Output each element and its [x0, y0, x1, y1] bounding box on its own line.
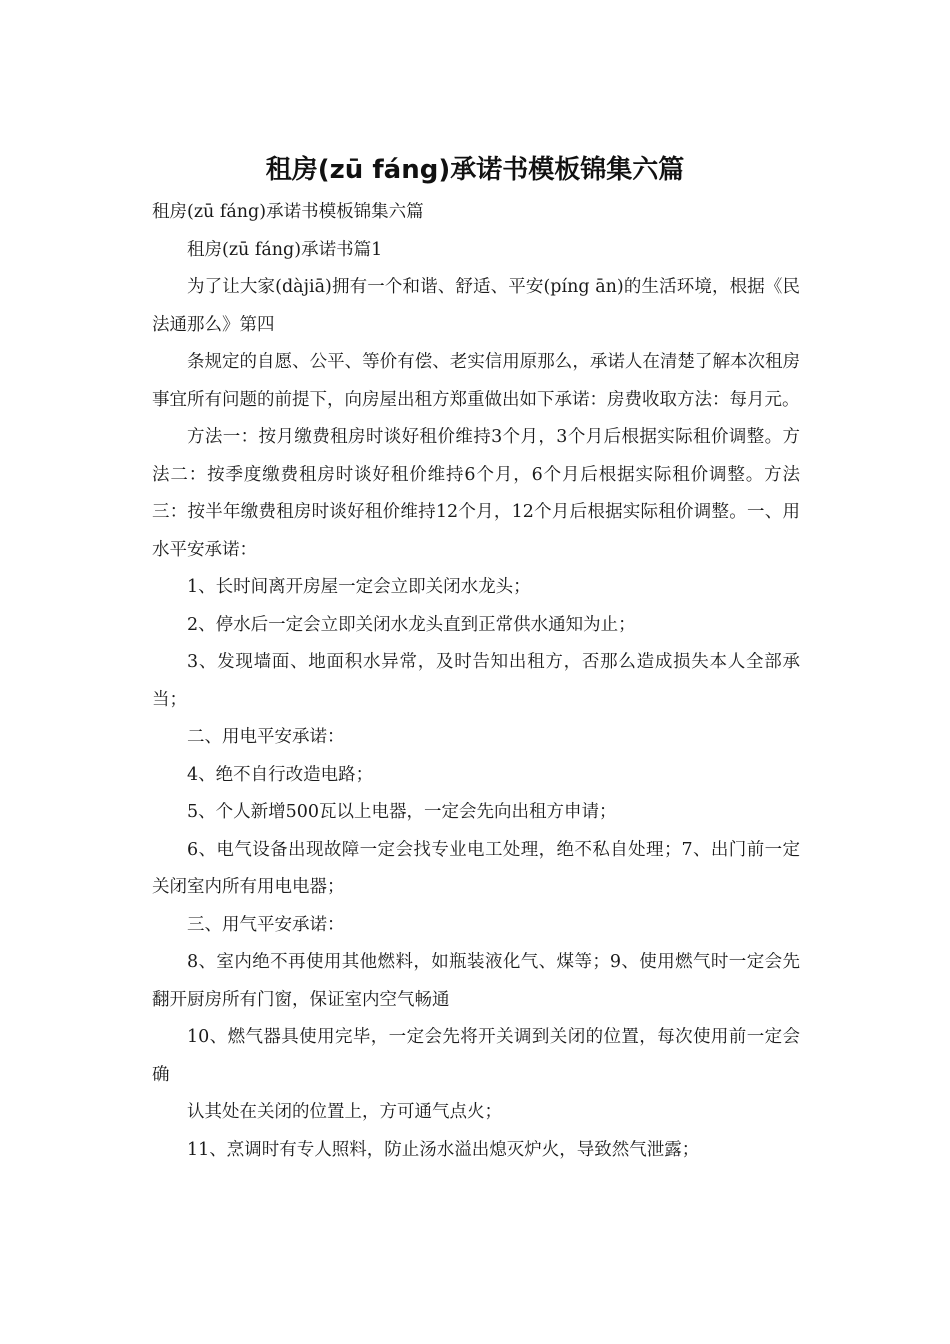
paragraph: 方法一：按月缴费租房时谈好租价维持3个月，3个月后根据实际租价调整。方法二：按季度缴费租房时谈好租价维持6个月，6个月后根据实际租价调整。方法三：按半年缴费租房时谈好租价维持12个月，12个月后根据实际租价调整。一、用水平安承诺： — [152, 427, 800, 560]
document-body — [152, 194, 800, 1169]
paragraph: 6、电气设备出现故障一定会找专业电工处理，绝不私自处理；7、出门前一定关闭室内所有用电电器； — [152, 839, 800, 897]
paragraph: 8、室内绝不再使用其他燃料，如瓶装液化气、煤等；9、使用燃气时一定会先翻开厨房所有门窗，保证室内空气畅通 — [152, 952, 800, 1010]
paragraph: 条规定的自愿、公平、等价有偿、老实信用原那么，承诺人在清楚了解本次租房事宜所有问题的前提下，向房屋出租方郑重做出如下承诺：房费收取方法：每月元。 — [152, 352, 800, 410]
paragraph: 5、个人新增500瓦以上电器，一定会先向出租方申请； — [187, 802, 617, 822]
paragraph: 二、用电平安承诺： — [187, 727, 345, 747]
paragraph: 租房(zū fáng)承诺书模板锦集六篇 — [152, 202, 424, 222]
paragraph: 认其处在关闭的位置上，方可通气点火； — [187, 1102, 502, 1122]
paragraph: 三、用气平安承诺： — [187, 914, 345, 935]
paragraph: 2、停水后一定会立即关闭水龙头直到正常供水通知为止； — [187, 614, 636, 635]
paragraph: 4、绝不自行改造电路； — [187, 764, 374, 785]
paragraph: 11、烹调时有专人照料，防止汤水溢出熄灭炉火，导致然气泄露； — [187, 1139, 700, 1160]
paragraph: 为了让大家(dàjiā)拥有一个和谐、舒适、平安(píng ān)的生活环境，根据《民法通那么》第四 — [152, 277, 800, 335]
document-title: 租房(zū fáng)承诺书模板锦集六篇 — [265, 155, 685, 185]
paragraph: 租房(zū fáng)承诺书篇1 — [187, 239, 383, 260]
paragraph: 3、发现墙面、地面积水异常，及时告知出租方，否那么造成损失本人全部承当； — [152, 652, 800, 710]
paragraph: 10、燃气器具使用完毕，一定会先将开关调到关闭的位置，每次使用前一定会确 — [152, 1027, 800, 1085]
paragraph: 1、长时间离开房屋一定会立即关闭水龙头； — [187, 577, 531, 597]
